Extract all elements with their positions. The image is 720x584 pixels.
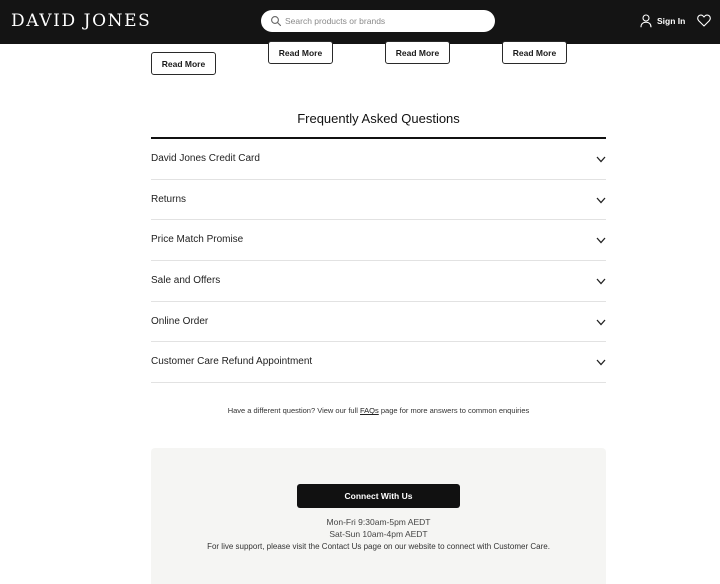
chevron-down-icon (596, 278, 606, 285)
help-prefix: Have a different question? View our full (227, 406, 361, 415)
faq-heading: Frequently Asked Questions (297, 111, 460, 126)
faq-item-returns[interactable] (151, 180, 606, 221)
faq-help-text (151, 406, 606, 415)
hours-weekend: Sat-Sun 10am-4pm AEDT (329, 529, 428, 539)
read-more-button-1[interactable]: Read More (151, 52, 216, 75)
chevron-down-icon (596, 319, 606, 326)
faqs-link[interactable]: FAQs (360, 406, 379, 415)
search-bar[interactable] (261, 10, 495, 32)
sign-in-label: Sign In (657, 16, 686, 26)
chevron-down-icon (596, 237, 606, 244)
faq-item-refund-appointment[interactable] (151, 342, 606, 383)
support-text: For live support, please visit the Contact Us page on our website to connect with Customer Care. (207, 542, 550, 551)
read-more-button-4[interactable]: Read More (502, 41, 567, 64)
faq-item-label: Returns (151, 193, 187, 205)
read-more-button-2[interactable]: Read More (268, 41, 333, 64)
faq-item-price-match[interactable] (151, 220, 606, 261)
hours-weekday: Mon-Fri 9:30am-5pm AEDT (326, 517, 431, 527)
faq-item-label: Sale and Offers (151, 275, 221, 287)
faq-item-label: David Jones Credit Card (151, 153, 260, 164)
faq-item-online-order[interactable] (151, 302, 606, 343)
user-icon (640, 14, 652, 28)
chevron-down-icon (596, 359, 606, 366)
sign-in-button[interactable] (640, 13, 685, 29)
faq-item-label: Price Match Promise (151, 234, 244, 246)
heart-icon[interactable] (697, 14, 711, 27)
help-suffix: page for more answers to common enquiries (378, 406, 530, 415)
chevron-down-icon (596, 156, 606, 163)
faq-item-credit-card[interactable] (151, 139, 606, 180)
search-input[interactable] (285, 13, 485, 29)
connect-with-us-button[interactable]: Connect With Us (297, 484, 460, 508)
faq-item-sale-offers[interactable] (151, 261, 606, 302)
faq-item-label: Online Order (151, 315, 209, 327)
site-header (0, 0, 720, 44)
brand-logo[interactable]: DAVID JONES (11, 11, 152, 31)
faq-item-label: Customer Care Refund Appointment (151, 356, 313, 368)
read-more-button-3[interactable]: Read More (385, 41, 450, 64)
search-icon (270, 15, 282, 27)
connect-panel (151, 448, 606, 584)
faq-accordion (151, 139, 606, 383)
chevron-down-icon (596, 197, 606, 204)
